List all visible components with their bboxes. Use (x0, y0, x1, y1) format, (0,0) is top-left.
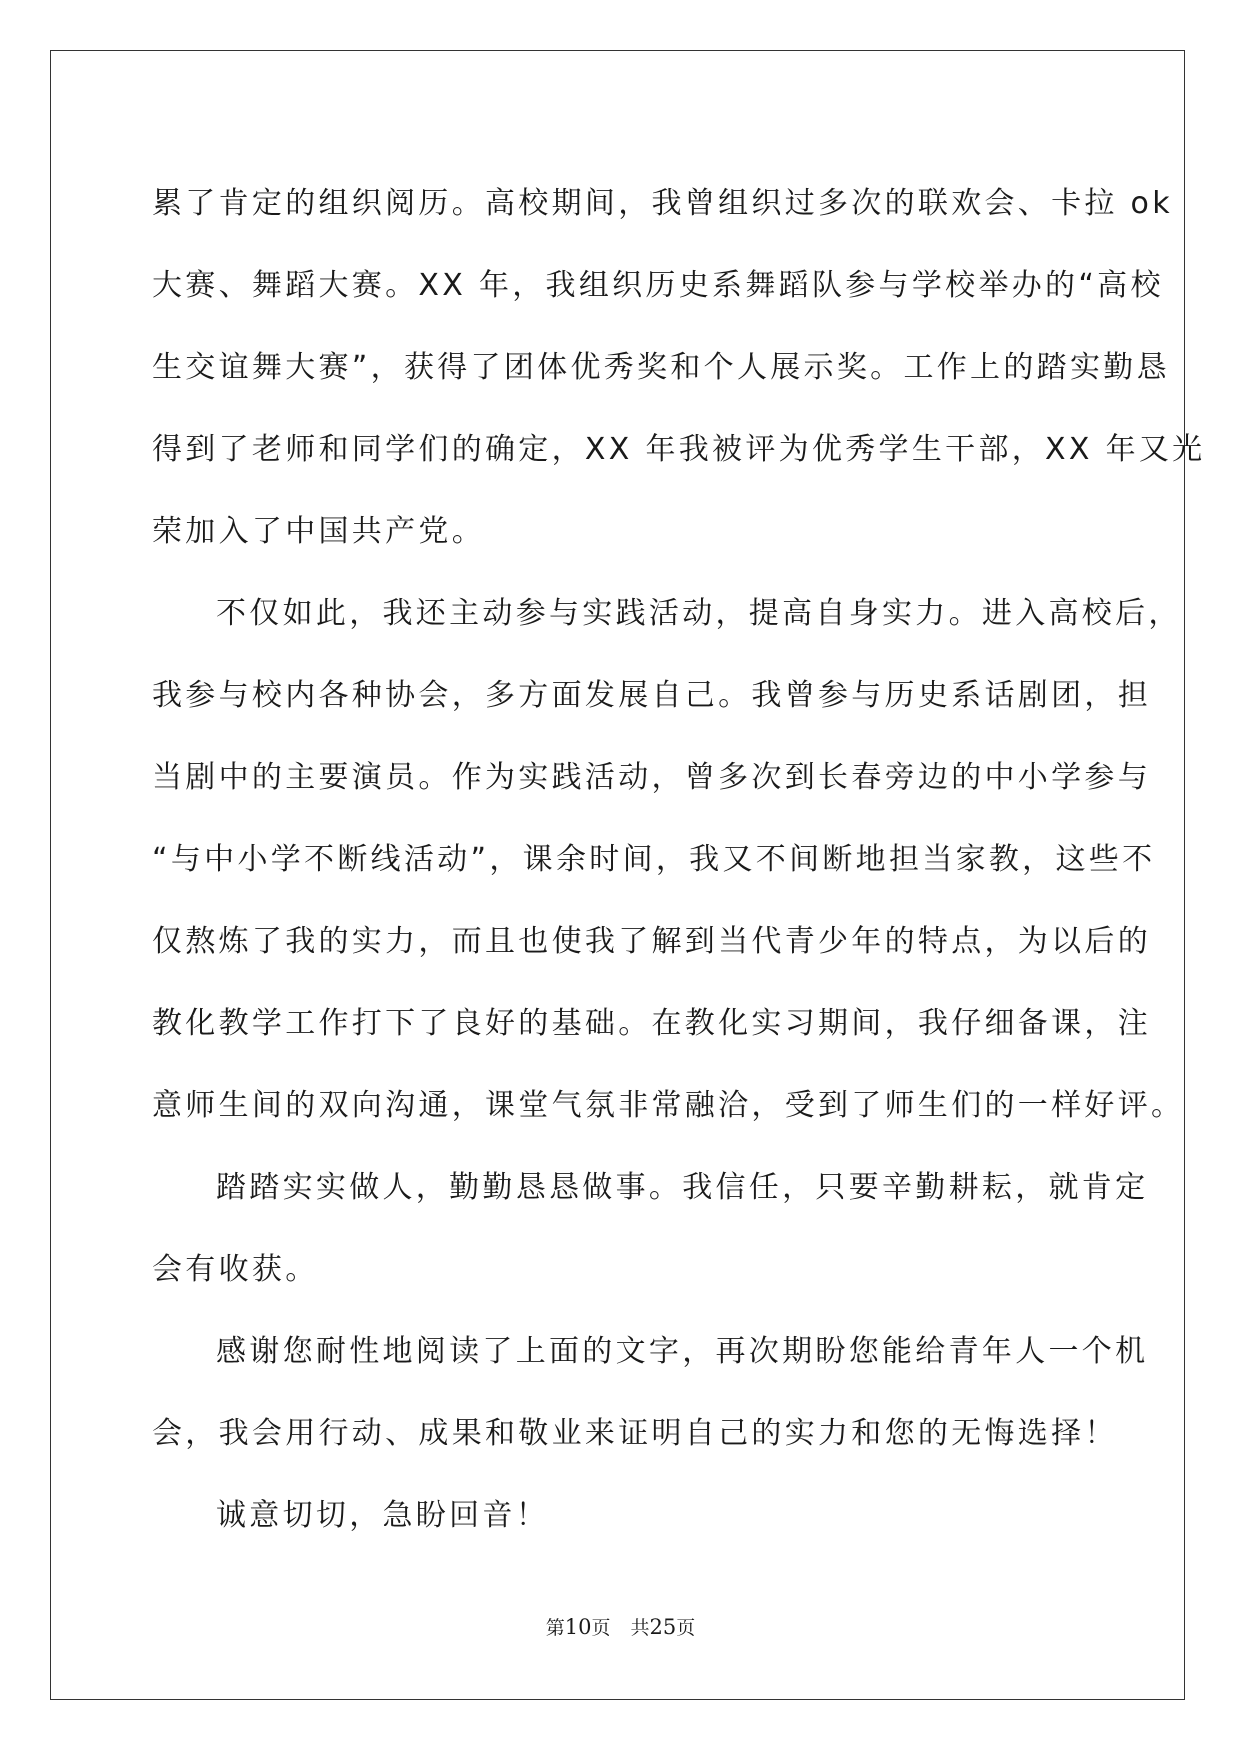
text-line: 得到了老师和同学们的确定，XX 年我被评为优秀学生干部，XX 年又光 (152, 432, 1206, 467)
footer-total-prefix: 共 (630, 1617, 650, 1639)
text-line: 仅熬炼了我的实力，而且也使我了解到当代青少年的特点，为以后的 (152, 924, 1151, 959)
text-line: 我参与校内各种协会，多方面发展自己。我曾参与历史系话剧团，担 (152, 678, 1151, 713)
total-page-number: 25 (649, 1615, 677, 1639)
text-line: 荣加入了中国共产党。 (152, 514, 485, 549)
document-body (152, 163, 1206, 1557)
text-line: 累了肯定的组织阅历。高校期间，我曾组织过多次的联欢会、卡拉 ok (152, 186, 1173, 221)
page-number-footer (0, 1613, 1241, 1640)
text-line: 教化教学工作打下了良好的基础。在教化实习期间，我仔细备课，注 (152, 1006, 1151, 1041)
current-page-number: 10 (564, 1615, 592, 1639)
text-line: 意师生间的双向沟通，课堂气氛非常融洽，受到了师生们的一样好评。 (152, 1088, 1185, 1123)
paragraph-first-line: 感谢您耐性地阅读了上面的文字，再次期盼您能给青年人一个机 (216, 1334, 1149, 1369)
text-line: 生交谊舞大赛”，获得了团体优秀奖和个人展示奖。工作上的踏实勤恳 (152, 350, 1170, 385)
footer-total-suffix: 页 (676, 1617, 696, 1639)
closing-line: 诚意切切，急盼回音！ (216, 1498, 549, 1533)
text-line: “与中小学不断线活动”，课余时间，我又不间断地担当家教，这些不 (152, 842, 1156, 877)
paragraph-first-line: 踏踏实实做人，勤勤恳恳做事。我信任，只要辛勤耕耘，就肯定 (216, 1170, 1149, 1205)
text-line: 大赛、舞蹈大赛。XX 年，我组织历史系舞蹈队参与学校举办的“高校 (152, 268, 1164, 303)
footer-page-word: 页 (591, 1617, 611, 1639)
text-line: 会有收获。 (152, 1252, 319, 1287)
paragraph-first-line: 不仅如此，我还主动参与实践活动，提高自身实力。进入高校后， (216, 596, 1182, 631)
text-line: 当剧中的主要演员。作为实践活动，曾多次到长春旁边的中小学参与 (152, 760, 1151, 795)
text-line: 会，我会用行动、成果和敬业来证明自己的实力和您的无悔选择！ (152, 1416, 1118, 1451)
footer-prefix: 第 (545, 1617, 565, 1639)
